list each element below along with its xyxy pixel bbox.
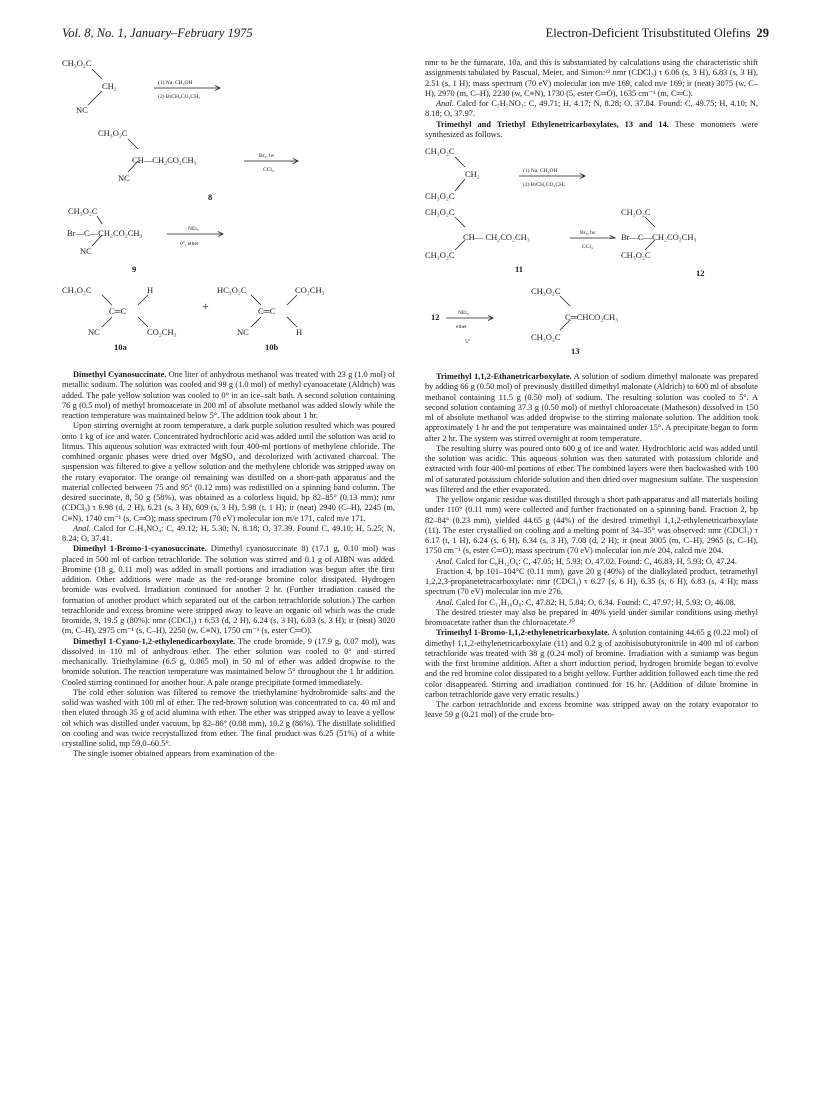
r3-condition-1: NEt₃ — [458, 310, 469, 316]
paragraph-text: One liter of anhydrous methanol was treated with 23 g (1.0 mol) of metallic sodium. The solution was cooled and 99 g (1.0 mol) of methyl cyanoacetate (Aldrich) was added. The pale yellow solution was cooled to 0° in an ice–salt bath. A second solution containing 76 g (0.5 mol) of methyl bromoacetate in 200 ml of absolute methanol was added slowly while the reaction temperature was maintained below 5°. The addition took about 1 hr. — [62, 370, 395, 420]
paragraph-workup-8: Upon stirring overnight at room temperature, a dark purple solution resulted which was poured onto 1 kg of ice and water. Concentrated hydrochloric acid was added until the solution was acid to litmus. This aqueous solution was extracted with four 400-ml portions of methylene chloride. The combined organic phases were dried over MgSO₄ and decolorized with activated charcoal. The suspension was filtered to give a yellow solution and the methylene chloride was stripped away on the rotary evaporator. The orange oil remaining was distilled on a short-path apparatus and the material collected between 75 and 95° (0.12 mm) was redistilled on a spinning band column. The desired succinate, 8, 50 g (58%), was obtained as a colorless liquid, bp 82–85° (0.13 mm); nmr (CDCl₃) τ 6.98 (d, 2 H), 6.21 (s, 3 H), 609 (s, 3 H), 5.98 (t, 1 H); ir (neat) 2940 (C–H), 2245 (m, C≡N), 1740 cm⁻¹ (s, C═O); mass spectrum (70 eV) molecular ion m/e 171, calcd m/e 171. — [62, 421, 395, 523]
paragraph-bromo-tricarboxylate — [425, 628, 758, 700]
paragraph-fraction-4: Fraction 4, bp 101–104°C (0.11 mm), gave 20 g (40%) of the dialkylated product, tetramethyl 1,2,2,3-propanetetracarboxylate: nmr (CDCl₃) τ 6.27 (s, 6 H), 6.35 (s, 6 H), 6.83 (s, 4 H); mass spectrum (70 eV) molecular ion m/e 276. — [425, 566, 758, 597]
r1-condition-2: (2) BrCH₂CO₂CH₃ — [523, 182, 565, 188]
paragraph-analysis-11 — [425, 557, 758, 567]
compound-9-main: Br—C—CH₂CO₂CH₃ — [67, 228, 143, 238]
paragraph-workup-10a: The cold ether solution was filtered to remove the triethylamine hydrobromide salts and the solid was washed with 100 ml of ether. The red-brown solution was concentrated to ca. 40 ml and then eluted through 35 g of acid alumina with ether. The ether was stripped away to leave a yellow oil which was distilled under vacuum, bp 82–86° (0.08 mm), 10.2 g (86%). The distillate solidified on cooling and was twice recrystallized from ether. The final product was 6.25 (51%) of a white crystalline solid, mp 59.0–60.5°. — [62, 687, 395, 748]
paragraph-fumarate-nmr: nmr to be the fumarate, 10a, and this is substantiated by calculations using the characteristic shift assignments tabulated by Pascual, Meier, and Simon:²² nmr (CDCl₃) τ 6.06 (s, 3 H), 6.83 (s, 3 H), 2.51 (s, 1 H); mass spectrum (70 eV) molecular ion m/e 169, calcd m/e 169; ir (neat) 3075 (w, C–H), 2970 (m, C–H), 2230 (w, C≡N), 1730 (5, ester C═O), 1635 cm⁻¹ (m, C═C). — [425, 58, 758, 98]
paragraph-text: A solution containing 44.65 g (0.22 mol) of dimethyl 1,1,2-ethylenetricarboxylate (11) and 0.2 g of azobisisobutyronitrile in 400 ml of carbon tetrachloride was treated with 38 g (0.24 mol) of bromine. Irradiation with a suniamp was begun with the first bromine addition. After a short induction period, hydrogen bromide began to evolve and the red bromine color dissipated to a bright yellow. Further addition followed each time the red color disappeared. Stirring and irradiation continued for 16 hr. (Addition of dilute bromine in carbon tetrachloride gave very erratic results.) — [425, 628, 758, 699]
compound-10a-top-right: H — [147, 285, 154, 295]
right-column — [425, 58, 758, 721]
r3-condition-2: 0°, ether — [180, 241, 199, 247]
anal-label: Anal. — [436, 99, 454, 108]
compound-13-main: C═CHCO₂CH₃ — [565, 312, 619, 322]
r2-condition-2: CCl₄ — [582, 244, 593, 250]
plus-sign: + — [202, 299, 209, 313]
label-compound-12: 12 — [696, 268, 705, 278]
r3-condition-2: ether — [456, 324, 467, 330]
compound-10b-bottom-right: H — [296, 327, 303, 337]
r1-reactant-top: CH₃O₂C — [425, 146, 455, 156]
compound-8-main: CH—CH₂CO₂CH₃ — [132, 155, 197, 165]
r2-condition-1: Br₂, hν — [580, 230, 596, 236]
r1-reactant-top: CH₃O₂C — [62, 58, 92, 68]
compound-10b-top-right: CO₂CH₃ — [295, 285, 325, 295]
heading-bromo-cyanosuccinate: Dimethyl 1-Bromo-1-cyanosuccinate. — [73, 544, 207, 554]
r1-reactant-bottom: CH₃O₂C — [425, 191, 455, 201]
label-compound-9: 9 — [132, 264, 137, 274]
label-compound-8: 8 — [208, 192, 213, 202]
r1-reactant-bottom: NC — [76, 105, 88, 115]
paragraph-text: These monomers were synthesized as follows. — [425, 119, 758, 139]
scheme-tricarboxylates — [425, 146, 758, 354]
compound-11-bottom: CH₃O₂C — [425, 250, 455, 260]
running-header — [62, 26, 769, 44]
r1-condition-2: (2) BrCH₂CO₂CH₃ — [158, 94, 200, 100]
paragraph-workup-11: The resulting slurry was poured onto 600 g of ice and water. Hydrochloric acid was added until the solution was acidic. This aqueous solution was then saturated with potassium chloride and extracted with four 400-ml portions of ether. The combined layers were then backwashed with 100 ml of saturated potassium chloride solution and then dried over magnesium sulfate. The suspension was filtered and the ether evaporated. — [425, 443, 758, 494]
paragraph-dimethyl-cyanosuccinate — [62, 370, 395, 421]
compound-10b-bottom-left: NC — [237, 327, 249, 337]
heading-tricarboxylates: Trimethyl and Triethyl Ethylenetricarboxylates, 13 and 14. — [436, 119, 669, 129]
paragraph-text: Calcd for C₁₁H₁₆O₈: C, 47.82; H, 5.84; O, 6.34. Found: C, 47.97; H, 5.93; O, 46.08. — [453, 597, 736, 607]
running-title: Electron-Deficient Trisubstituted Olefins — [545, 26, 751, 40]
anal-label: Anal. — [436, 556, 454, 566]
running-title-group — [546, 26, 769, 41]
compound-13-top: CH₃O₂C — [531, 286, 561, 296]
paragraph-distillation-11: The yellow organic residue was distilled through a short path apparatus and all materials boiling under 110° (0.11 mm) were collected and further fractionated on a spinning band. Fraction 2, bp 82–84° (0.23 mm), yielded 44.65 g (44%) of the desired trimethyl 1,1,2-ethylenetricarboxylate (11). The ester crystallied on cooling and a melting point of 34–35° was observed: nmr (CDCl₃) τ 6.17 (t, 1 H), 6.24 (s, 6 H), 6.34 (s, 3 H), 7.08 (d, 2 H); ir (neat 3005 (m, C–H), 2965 (s, C–H), 1750 cm⁻¹ (s, ester C═O); mass spectrum (70 eV) molecular ion m/e 204, calcd m/e 204. — [425, 495, 758, 556]
paragraph-analysis-tetraester — [425, 598, 758, 608]
r3-condition-1: NEt₃ — [188, 226, 199, 232]
paragraph-text: Calcd for C₇H₉NO₄: C, 49.12; H, 5.30; N, 8.18; O, 37.39. Found C, 49.10; H, 5.25; N, 8.24; O, 37.41. — [62, 523, 395, 543]
compound-10a-bottom-left: NC — [88, 327, 100, 337]
compound-12-top: CH₃O₂C — [621, 207, 651, 217]
r1-reactant-ch2: CH₂ — [465, 169, 480, 179]
paragraph-text: Calcd for C₇H₇NO₃: C, 49.71; H, 4.17; N, 8.28; O, 37.84. Found: C, 49.75; H, 4.10; N, 8.18; O, 37.97. — [425, 99, 758, 119]
compound-13-bottom: CH₃O₂C — [531, 332, 561, 342]
anal-label: Anal. — [436, 597, 454, 607]
r2-condition-2: CCl₄ — [263, 167, 274, 173]
paragraph-text: The crude bromide, 9 (17.9 g, 0.07 mol), was dissolved in 110 ml of anhydrous ether. The ether solution was cooled to 0° and stirred mechanically. Triethylamine (6.5 g, 0.065 mol) in 50 ml of ether was added dropwise to the bromide solution. The reaction temperature was maintained below 5° throughout the 1 hr addition. Cooled stirring continued for another hour. A pale orange precipitate formed immediately. — [62, 636, 395, 687]
journal-issue: Vol. 8, No. 1, January–February 1975 — [62, 26, 253, 40]
paragraph-alternate-prep: The desired triester may also be prepared in 40% yield under similar conditions using methyl bromoacetate rather than the chloroacetate.²⁰ — [425, 607, 758, 627]
paragraph-tricarboxylates-intro — [425, 120, 758, 141]
compound-10a-double-bond: C═C — [109, 306, 127, 316]
compound-11-main: CH— CH₂CO₂CH₃ — [463, 232, 530, 242]
paragraph-analysis-10a — [425, 99, 758, 120]
scheme-cyanosuccinate — [62, 58, 395, 358]
paragraph-cyano-ethylenedicarboxylate — [62, 637, 395, 688]
r1-reactant-ch2: CH₂ — [102, 81, 117, 91]
compound-10b-top-left: HC₃O₂C — [217, 285, 247, 295]
compound-12-main: Br—C—CH₂CO₂CH₃ — [621, 232, 697, 242]
paragraph-analysis-8 — [62, 524, 395, 545]
paragraph-stripping: The carbon tetrachloride and excess bromine was stripped away on the rotary evaporator to leave 59 g (0.21 mol) of the crude bro- — [425, 700, 758, 720]
reactant-12-ref: 12 — [431, 312, 440, 322]
r2-condition-1: Br₂, hν — [259, 153, 275, 159]
paragraph-isomer: The single isomer obtained appears from examination of the — [73, 749, 275, 759]
compound-9-top: CH₃O₂C — [68, 206, 98, 216]
anal-label: Anal. — [73, 523, 91, 533]
paragraph-text: A solution of sodium dimethyl malonate was prepared by adding 66 g (0.50 mol) of previously distilled dimethyl malonate (Aldrich) to 600 ml of absolute methanol containing 11.5 g (0.50 mol) of sodium. The resulting solution was cooled to 5°. A second solution containing 37.3 g (0.50 mol) of methyl chloroacetate (Matheson) dissolved in 150 ml of absolute methanol was added dropwise to the stirring malonate solution. The addition took approximately 1 hr and the pot temperature was maintained under 15°. A precipitate began to form after 2 hr. The system was stirred overnight at room temperature. — [425, 372, 759, 443]
paragraph-ethanetricarboxylate — [425, 372, 758, 444]
compound-8-top: CH₃O₂C — [98, 128, 128, 138]
heading-ethanetricarboxylate: Trimethyl 1,1,2-Ethanetricarboxylate. — [436, 372, 572, 381]
label-compound-10a: 10a — [114, 342, 127, 352]
r1-condition-1: (1) Na, CH₃OH — [523, 168, 558, 174]
left-column — [62, 58, 395, 760]
label-compound-11: 11 — [515, 264, 524, 274]
compound-11-top: CH₃O₂C — [425, 207, 455, 217]
r1-condition-1: (1) Na, CH₃OH — [158, 80, 193, 86]
heading-cyano-ethylenedicarboxylate: Dimethyl 1-Cyano-1,2-ethylenedicarboxylate. — [73, 636, 236, 646]
r3-condition-3: 5° — [465, 339, 470, 345]
compound-12-bottom: CH₃O₂C — [621, 250, 651, 260]
page-number: 29 — [756, 26, 769, 40]
label-compound-13: 13 — [571, 346, 580, 356]
label-compound-10b: 10b — [265, 342, 279, 352]
heading-dimethyl-cyanosuccinate: Dimethyl Cyanosuccinate. — [73, 370, 167, 379]
paragraph-bromo-cyanosuccinate — [62, 544, 395, 636]
compound-10a-bottom-right: CO₂CH₃ — [147, 327, 177, 337]
compound-10a-top-left: CH₃O₂C — [62, 285, 92, 295]
compound-8-bottom: NC — [118, 173, 130, 183]
compound-9-bottom: NC — [80, 246, 92, 256]
heading-bromo-tricarboxylate: Trimethyl 1-Bromo-1,1,2-ethylenetricarboxylate. — [436, 628, 610, 638]
paragraph-text: Dimethyl cyanosuccinate 8) (17.1 g, 0.10 mol) was placed in 500 ml of carbon tetrachloride. The solution was stirred and 0.1 g of AIBN was added. Bromine (18 g, 0.11 mol) was added in small portions and irradiation was begun after the first addition. Other additions were made as the red-orange bromine color dissipated. Hydrogen bromide was evolved. Irradiation continued for another 2 hr. (Further irradiation caused the formation of another product which separated out of the carbon tetrachloride solution.) The carbon tetrachloride and excess bromine were stripped away to leave an organic oil which was the crude bromide, 9, 19.5 g (80%): nmr (CDCl₃) τ 6.53 (d, 2 H), 6.24 (s, 3 H), 6.03 (s, 3 H); ir (neat) 3020 (m, C–H), 2975 cm⁻¹ (s, C–H), 2250 (w, C≡N), 1750 cm⁻¹ (s, ester C═O). — [62, 544, 396, 636]
compound-10b-double-bond: C═C — [258, 306, 276, 316]
paragraph-text: Calcd for C₈H₁₂O₆: C, 47.05; H, 5.93; O, 47.02. Found: C, 46.83, H, 5.93; O, 47.24. — [453, 556, 737, 566]
